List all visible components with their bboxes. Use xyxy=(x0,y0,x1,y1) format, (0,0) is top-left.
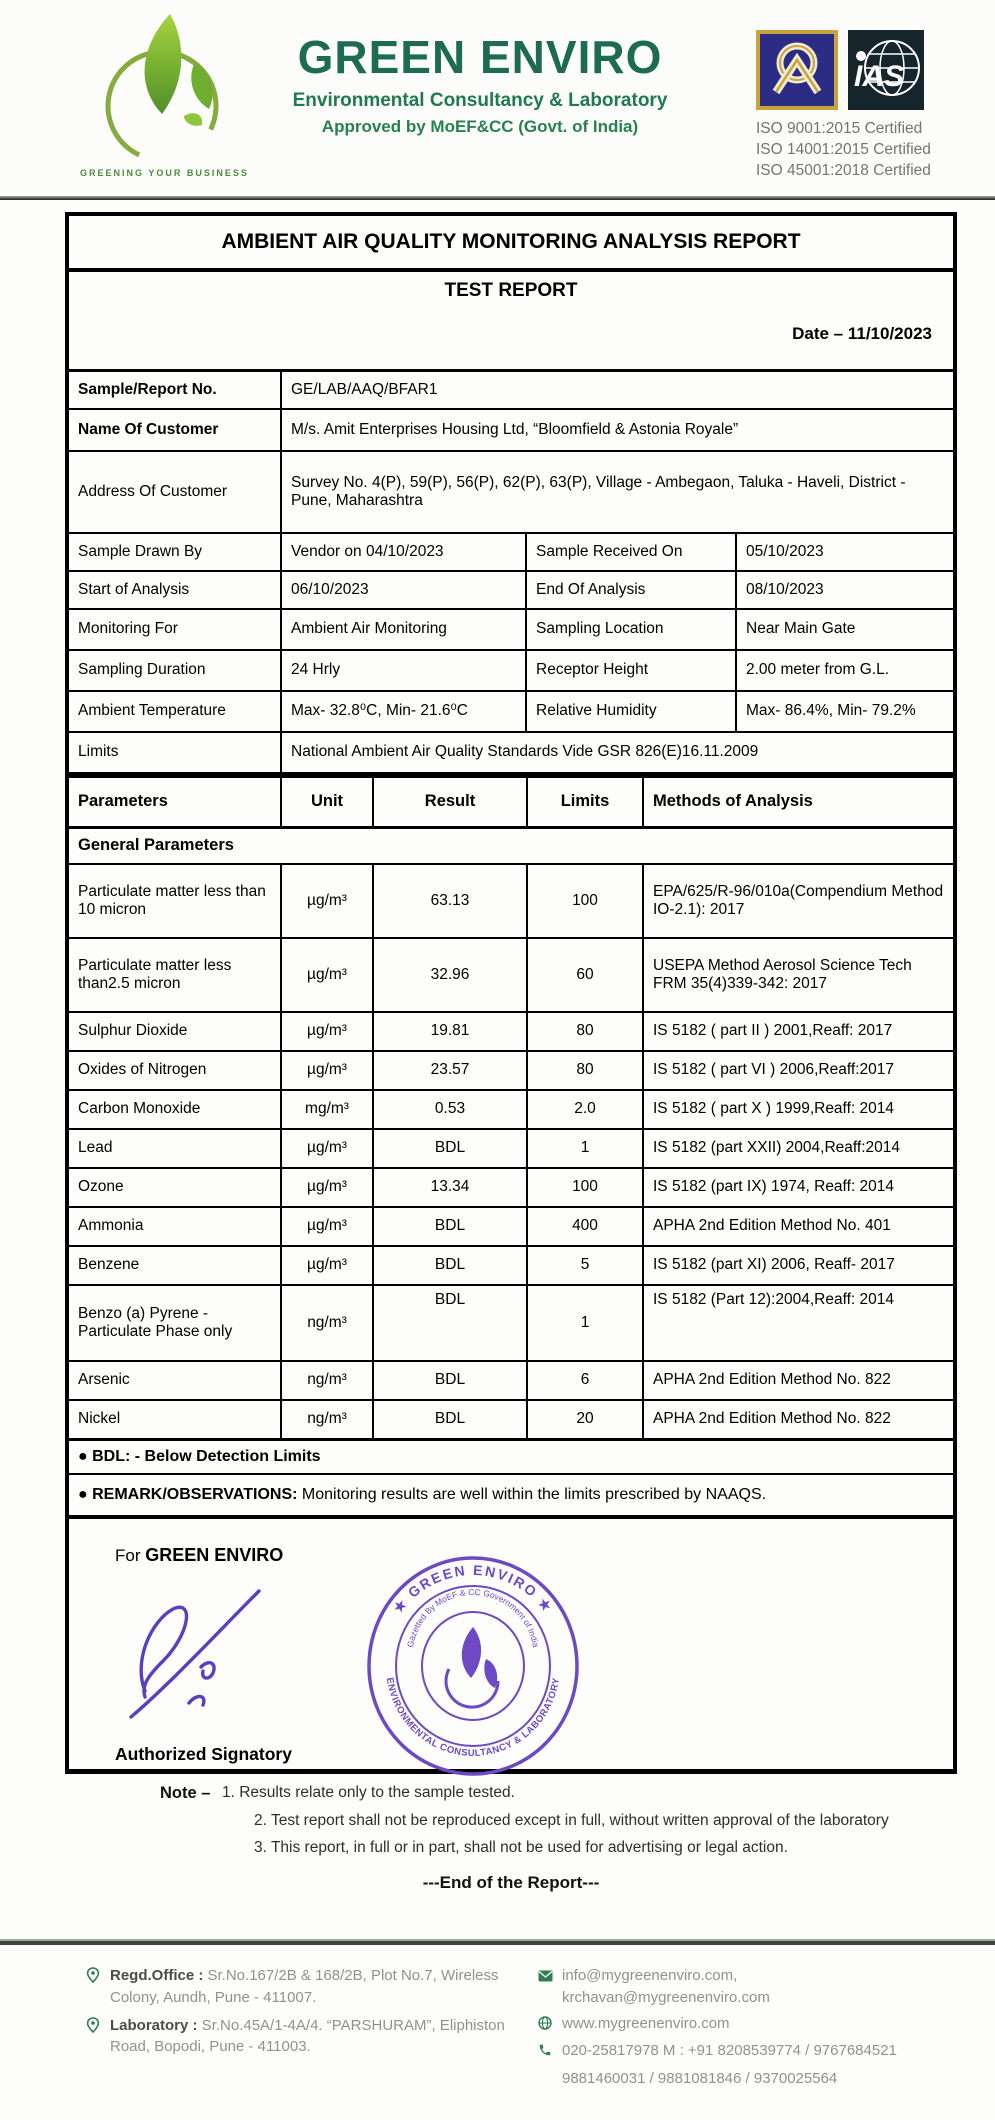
info-label: Limits xyxy=(67,732,281,773)
table-row xyxy=(67,1246,955,1285)
table-row xyxy=(67,1207,955,1246)
for-company-line xyxy=(115,1545,283,1566)
leaf-logo-icon xyxy=(74,4,244,169)
table-row xyxy=(67,1090,955,1129)
param-limit: 1 xyxy=(527,1285,643,1361)
param-result: BDL xyxy=(373,1361,527,1400)
footer-contacts xyxy=(538,1965,918,2094)
letterhead xyxy=(0,0,995,196)
parameters-table xyxy=(65,774,957,1519)
param-name: Lead xyxy=(67,1129,281,1168)
note-item: 3. This report, in full or in part, shall not be used for advertising or legal action. xyxy=(254,1839,788,1856)
param-unit: µg/m³ xyxy=(281,1012,373,1051)
param-name: Nickel xyxy=(67,1400,281,1440)
test-report-cell xyxy=(67,270,955,371)
param-result: BDL xyxy=(373,1207,527,1246)
company-logo xyxy=(74,4,254,174)
remark-label: ● REMARK/OBSERVATIONS: xyxy=(78,1485,298,1503)
ias-badge-icon xyxy=(848,30,924,110)
note-label: Note – xyxy=(160,1784,211,1802)
stamp-outer-bottom-text: ENVIRONMENTAL CONSULTANCY & LABORATORY xyxy=(383,1676,563,1760)
info-value: 24 Hrly xyxy=(281,650,526,691)
col-header-parameters: Parameters xyxy=(67,776,281,828)
param-method: IS 5182 ( part X ) 1999,Reaff: 2014 xyxy=(643,1090,955,1129)
param-name: Particulate matter less than2.5 micron xyxy=(67,938,281,1012)
info-label: Sample Received On xyxy=(526,533,736,571)
param-method: APHA 2nd Edition Method No. 822 xyxy=(643,1400,955,1440)
info-label: Start of Analysis xyxy=(67,571,281,609)
approval-line: Approved by MoEF&CC (Govt. of India) xyxy=(321,117,639,136)
param-name: Sulphur Dioxide xyxy=(67,1012,281,1051)
iso-line: ISO 9001:2015 Certified xyxy=(756,120,923,137)
report-subtitle: TEST REPORT xyxy=(444,280,578,301)
info-value: M/s. Amit Enterprises Housing Ltd, “Bloomfield & Astonia Royale” xyxy=(281,409,955,451)
laboratory-label: Laboratory : xyxy=(110,2016,198,2034)
info-label: Sampling Duration xyxy=(67,650,281,691)
param-limit: 80 xyxy=(527,1012,643,1051)
phone-item xyxy=(538,2040,918,2064)
param-result: 19.81 xyxy=(373,1012,527,1051)
section-header: General Parameters xyxy=(67,828,955,865)
location-pin-icon xyxy=(86,2015,110,2059)
info-label: End Of Analysis xyxy=(526,571,736,609)
email-text: info@mygreenenviro.com, krchavan@mygreenenviro.com xyxy=(562,1967,770,2006)
remark-text: Monitoring results are well within the limits prescribed by NAAQS. xyxy=(297,1485,767,1503)
param-limit: 1 xyxy=(527,1129,643,1168)
param-limit: 60 xyxy=(527,938,643,1012)
param-name: Benzo (a) Pyrene - Particulate Phase only xyxy=(67,1285,281,1361)
brand-block xyxy=(250,31,710,137)
param-unit: µg/m³ xyxy=(281,1246,373,1285)
param-name: Arsenic xyxy=(67,1361,281,1400)
phone-extra-item xyxy=(538,2068,918,2090)
param-result: 63.13 xyxy=(373,864,527,938)
info-label: Ambient Temperature xyxy=(67,691,281,732)
param-method: IS 5182 ( part VI ) 2006,Reaff:2017 xyxy=(643,1051,955,1090)
iso-line: ISO 45001:2018 Certified xyxy=(756,162,931,179)
regd-office-label: Regd.Office : xyxy=(110,1967,204,1984)
param-limit: 20 xyxy=(527,1400,643,1440)
param-limit: 6 xyxy=(527,1361,643,1400)
info-value: National Ambient Air Quality Standards Vide GSR 826(E)16.11.2009 xyxy=(281,732,955,773)
param-unit: µg/m³ xyxy=(281,1051,373,1090)
info-label: Monitoring For xyxy=(67,609,281,650)
company-name: GREEN ENVIRO xyxy=(297,31,663,83)
bdl-note: ● BDL: - Below Detection Limits xyxy=(67,1440,955,1475)
website-text: www.mygreenenviro.com xyxy=(562,2014,730,2032)
param-result: BDL xyxy=(373,1129,527,1168)
report-info-table xyxy=(65,212,957,774)
info-label: Name Of Customer xyxy=(67,409,281,451)
param-limit: 400 xyxy=(527,1207,643,1246)
stamp-inner-text: Gazetted By MoEF & CC Government of India xyxy=(404,1586,542,1649)
param-name: Ammonia xyxy=(67,1207,281,1246)
param-limit: 100 xyxy=(527,1168,643,1207)
param-name: Oxides of Nitrogen xyxy=(67,1051,281,1090)
param-unit: µg/m³ xyxy=(281,1129,373,1168)
table-row xyxy=(67,864,955,938)
info-value: Vendor on 04/10/2023 xyxy=(281,533,526,571)
stamp-outer-top-text: ★ GREEN ENVIRO ★ xyxy=(389,1561,557,1616)
authorized-signatory-label: Authorized Signatory xyxy=(115,1744,292,1764)
param-limit: 100 xyxy=(527,864,643,938)
param-name: Particulate matter less than 10 micron xyxy=(67,864,281,938)
param-method: IS 5182 (part XI) 2006, Reaff- 2017 xyxy=(643,1246,955,1285)
laboratory-item xyxy=(86,2015,538,2059)
table-row xyxy=(67,1285,955,1361)
footer-addresses xyxy=(86,1965,538,2094)
info-value: 08/10/2023 xyxy=(736,571,955,609)
info-value: Max- 86.4%, Min- 79.2% xyxy=(736,691,955,732)
table-row xyxy=(67,1361,955,1400)
param-name: Benzene xyxy=(67,1246,281,1285)
param-name: Ozone xyxy=(67,1168,281,1207)
stamp-seal xyxy=(357,1549,589,1783)
info-value: Ambient Air Monitoring xyxy=(281,609,526,650)
col-header-result: Result xyxy=(373,776,527,828)
table-row xyxy=(67,938,955,1012)
table-row xyxy=(67,1012,955,1051)
param-method: EPA/625/R-96/010a(Compendium Method IO-2.1): 2017 xyxy=(643,864,955,938)
laboratory-address: Sr.No.45A/1-4A/4. “PARSHURAM”, Eliphiston Road, Bopodi, Pune - 411003. xyxy=(110,2016,505,2056)
info-label: Sampling Location xyxy=(526,609,736,650)
info-value: GE/LAB/AAQ/BFAR1 xyxy=(281,371,955,410)
param-method: IS 5182 ( part II ) 2001,Reaff: 2017 xyxy=(643,1012,955,1051)
info-label: Receptor Height xyxy=(526,650,736,691)
param-result: 0.53 xyxy=(373,1090,527,1129)
info-value: 2.00 meter from G.L. xyxy=(736,650,955,691)
param-unit: mg/m³ xyxy=(281,1090,373,1129)
info-label: Sample Drawn By xyxy=(67,533,281,571)
report-date: Date – 11/10/2023 xyxy=(792,324,932,344)
report-title: AMBIENT AIR QUALITY MONITORING ANALYSIS REPORT xyxy=(67,214,955,270)
phone-extra-text: 9881460031 / 9881081846 / 9370025564 xyxy=(562,2070,838,2087)
logo-caption: GREENING YOUR BUSINESS xyxy=(80,168,249,178)
note-item: 1. Results relate only to the sample tested. xyxy=(222,1784,515,1801)
param-unit: µg/m³ xyxy=(281,1168,373,1207)
param-method: APHA 2nd Edition Method No. 401 xyxy=(643,1207,955,1246)
info-label: Sample/Report No. xyxy=(67,371,281,410)
param-result: BDL xyxy=(373,1400,527,1440)
signature-ink xyxy=(97,1571,297,1731)
iso-certifications xyxy=(756,118,931,181)
info-value: Survey No. 4(P), 59(P), 56(P), 62(P), 63(P), Village - Ambegaon, Taluka - Haveli, District - Pune, Maharashtra xyxy=(281,451,955,533)
iso-line: ISO 14001:2015 Certified xyxy=(756,141,931,158)
param-method: USEPA Method Aerosol Science Tech FRM 35(4)339-342: 2017 xyxy=(643,938,955,1012)
param-method: APHA 2nd Edition Method No. 822 xyxy=(643,1361,955,1400)
globe-icon xyxy=(538,2013,562,2037)
header-divider xyxy=(0,196,995,200)
info-label: Relative Humidity xyxy=(526,691,736,732)
certification-badges xyxy=(756,30,924,110)
param-unit: µg/m³ xyxy=(281,1207,373,1246)
param-limit: 2.0 xyxy=(527,1090,643,1129)
company-tagline: Environmental Consultancy & Laboratory xyxy=(292,90,668,111)
col-header-unit: Unit xyxy=(281,776,373,828)
phone-text: 020-25817978 M : +91 8208539774 / 9767684521 xyxy=(562,2042,897,2060)
param-method: IS 5182 (part IX) 1974, Reaff: 2014 xyxy=(643,1168,955,1207)
remark-line xyxy=(67,1474,955,1517)
phone-icon xyxy=(538,2040,562,2064)
for-prefix: For xyxy=(115,1546,146,1565)
param-limit: 80 xyxy=(527,1051,643,1090)
param-unit: ng/m³ xyxy=(281,1400,373,1440)
note-item: 2. Test report shall not be reproduced except in full, without written approval of the laboratory xyxy=(254,1812,889,1829)
param-unit: µg/m³ xyxy=(281,864,373,938)
info-value: Max- 32.8⁰C, Min- 21.6⁰C xyxy=(281,691,526,732)
param-method: IS 5182 (Part 12):2004,Reaff: 2014 xyxy=(643,1285,955,1361)
for-company: GREEN ENVIRO xyxy=(145,1545,284,1565)
info-label: Address Of Customer xyxy=(67,451,281,533)
param-method: IS 5182 (part XXII) 2004,Reaff:2014 xyxy=(643,1129,955,1168)
col-header-methods: Methods of Analysis xyxy=(643,776,955,828)
notes-section xyxy=(160,1784,957,1857)
param-result: 32.96 xyxy=(373,938,527,1012)
param-unit: ng/m³ xyxy=(281,1361,373,1400)
info-value: 05/10/2023 xyxy=(736,533,955,571)
param-unit: ng/m³ xyxy=(281,1285,373,1361)
param-result: 23.57 xyxy=(373,1051,527,1090)
table-row xyxy=(67,1051,955,1090)
table-row xyxy=(67,1129,955,1168)
table-row xyxy=(67,1400,955,1440)
stamp-leaf-icon xyxy=(446,1627,498,1707)
regd-office-address: Sr.No.167/2B & 168/2B, Plot No.7, Wireless Colony, Aundh, Pune - 411007. xyxy=(110,1967,499,2006)
param-unit: µg/m³ xyxy=(281,938,373,1012)
col-header-limits: Limits xyxy=(527,776,643,828)
info-value: 06/10/2023 xyxy=(281,571,526,609)
param-name: Carbon Monoxide xyxy=(67,1090,281,1129)
signature-block xyxy=(65,1519,957,1774)
param-result: BDL xyxy=(373,1246,527,1285)
end-of-report: ---End of the Report--- xyxy=(422,1873,600,1892)
website-item xyxy=(538,2013,918,2037)
param-result: 13.34 xyxy=(373,1168,527,1207)
table-row xyxy=(67,1168,955,1207)
param-result: BDL xyxy=(373,1285,527,1361)
report-sheet xyxy=(65,212,957,1893)
qa-badge-icon xyxy=(756,30,838,110)
param-limit: 5 xyxy=(527,1246,643,1285)
info-value: Near Main Gate xyxy=(736,609,955,650)
ias-text: IAS xyxy=(854,60,905,93)
footer xyxy=(0,1939,995,2120)
